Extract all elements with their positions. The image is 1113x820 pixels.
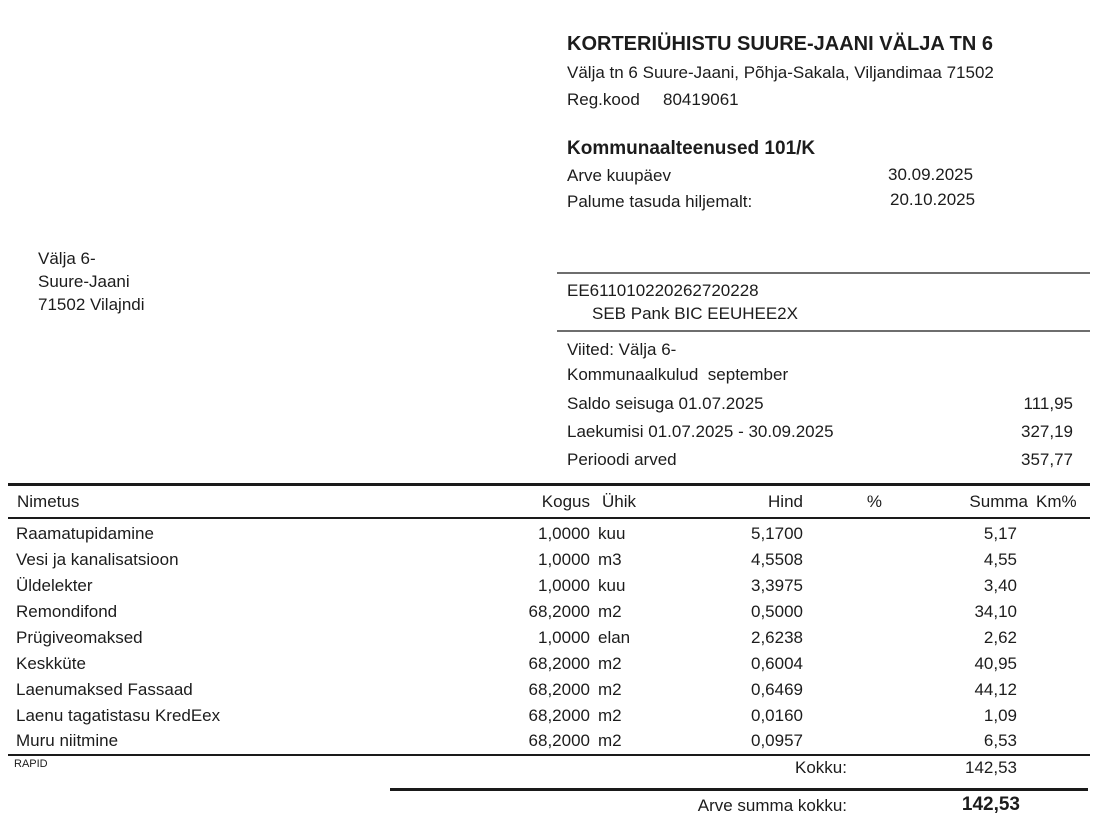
table-row (0, 602, 1113, 628)
item-qty: 68,2000 (528, 654, 590, 673)
column-header-sum: Summa (969, 492, 1028, 511)
invoice-due-label: Palume tasuda hiljemalt: (567, 192, 753, 211)
column-header-qty: Kogus (541, 492, 590, 511)
item-unit: m2 (598, 680, 622, 699)
item-price: 3,3975 (751, 576, 803, 595)
item-name: Muru niitmine (16, 731, 119, 750)
recipient-line2: Suure-Jaani (38, 272, 130, 291)
item-qty: 1,0000 (538, 550, 590, 569)
table-row (0, 680, 1113, 706)
bank-divider-top (557, 272, 1090, 274)
company-address: Välja tn 6 Suure-Jaani, Põhja-Sakala, Viljandimaa 71502 (567, 63, 994, 82)
column-header-name: Nimetus (17, 492, 80, 511)
item-unit: kuu (598, 524, 626, 543)
item-price: 4,5508 (751, 550, 803, 569)
item-sum: 6,53 (983, 731, 1017, 750)
total-divider (390, 788, 1088, 791)
company-name: KORTERIÜHISTU SUURE-JAANI VÄLJA TN 6 (567, 33, 993, 55)
item-sum: 34,10 (974, 602, 1017, 621)
item-name: Laenu tagatistasu KredEex (16, 706, 221, 725)
item-price: 0,0957 (751, 731, 803, 750)
item-name: Üldelekter (16, 576, 93, 595)
kokku-label: Kokku: (795, 758, 847, 777)
item-name: Vesi ja kanalisatsioon (16, 550, 179, 569)
item-name: Laenumaksed Fassaad (16, 680, 193, 699)
item-qty: 68,2000 (528, 680, 590, 699)
column-header-pct: % (866, 492, 882, 511)
item-sum: 5,17 (983, 524, 1017, 543)
table-border-bottom (8, 754, 1090, 756)
item-unit: m2 (598, 731, 622, 750)
balance-row-value: 327,19 (1021, 422, 1073, 441)
item-sum: 2,62 (983, 628, 1017, 647)
item-unit: m2 (598, 654, 622, 673)
item-qty: 1,0000 (538, 628, 590, 647)
item-name: Remondifond (16, 602, 118, 621)
item-sum: 1,09 (983, 706, 1017, 725)
total-value: 142,53 (961, 794, 1020, 815)
invoice-date-value: 30.09.2025 (888, 165, 974, 184)
kokku-value: 142,53 (965, 758, 1017, 777)
item-name: Prügiveomaksed (16, 628, 143, 647)
item-qty: 68,2000 (528, 602, 590, 621)
table-row (0, 524, 1113, 550)
invoice-title: Kommunaalteenused 101/K (567, 138, 816, 159)
item-unit: kuu (598, 576, 626, 595)
column-header-unit: Ühik (602, 492, 637, 511)
balance-row-label: Laekumisi 01.07.2025 - 30.09.2025 (567, 422, 834, 441)
item-qty: 68,2000 (528, 731, 590, 750)
item-unit: m2 (598, 706, 622, 725)
table-row (0, 654, 1113, 680)
balance-row-value: 111,95 (1023, 394, 1073, 413)
company-reg-value: 80419061 (663, 90, 739, 109)
invoice-due-value: 20.10.2025 (890, 190, 976, 209)
balance-row-value: 357,77 (1021, 450, 1073, 469)
item-name: Raamatupidamine (16, 524, 154, 543)
item-sum: 44,12 (974, 680, 1017, 699)
table-row (0, 628, 1113, 654)
table-header-divider (8, 517, 1090, 519)
item-qty: 1,0000 (538, 524, 590, 543)
item-price: 2,6238 (751, 628, 803, 647)
reference-viited: Viited: Välja 6- (567, 340, 677, 359)
total-label: Arve summa kokku: (697, 796, 847, 815)
table-row (0, 550, 1113, 576)
item-price: 0,0160 (751, 706, 803, 725)
bank-name: SEB Pank BIC EEUHEE2X (592, 304, 798, 323)
software-label: RAPID (14, 758, 48, 770)
column-header-km: Km% (1036, 492, 1077, 511)
item-qty: 1,0000 (538, 576, 590, 595)
item-sum: 40,95 (974, 654, 1017, 673)
balance-row-label: Saldo seisuga 01.07.2025 (567, 394, 764, 413)
item-sum: 4,55 (983, 550, 1017, 569)
table-row (0, 576, 1113, 602)
item-unit: m2 (598, 602, 622, 621)
item-unit: m3 (598, 550, 622, 569)
bank-iban: EE611010220262720228 (567, 281, 759, 300)
reference-description: Kommunaalkulud september (567, 365, 789, 384)
item-price: 5,1700 (751, 524, 803, 543)
item-price: 0,6004 (751, 654, 803, 673)
balance-row-label: Perioodi arved (567, 450, 677, 469)
item-price: 0,5000 (751, 602, 803, 621)
item-name: Keskküte (16, 654, 86, 673)
item-qty: 68,2000 (528, 706, 590, 725)
column-header-price: Hind (768, 492, 803, 511)
item-price: 0,6469 (751, 680, 803, 699)
table-row (0, 706, 1113, 732)
item-unit: elan (598, 628, 631, 647)
item-sum: 3,40 (983, 576, 1017, 595)
invoice-date-label: Arve kuupäev (567, 166, 671, 185)
recipient-line3: 71502 Vilajndi (38, 295, 145, 314)
company-reg-label: Reg.kood (567, 90, 640, 109)
bank-divider-bottom (557, 330, 1090, 332)
table-border-top (8, 483, 1090, 486)
recipient-line1: Välja 6- (38, 249, 96, 268)
table-header-row (0, 492, 1113, 518)
